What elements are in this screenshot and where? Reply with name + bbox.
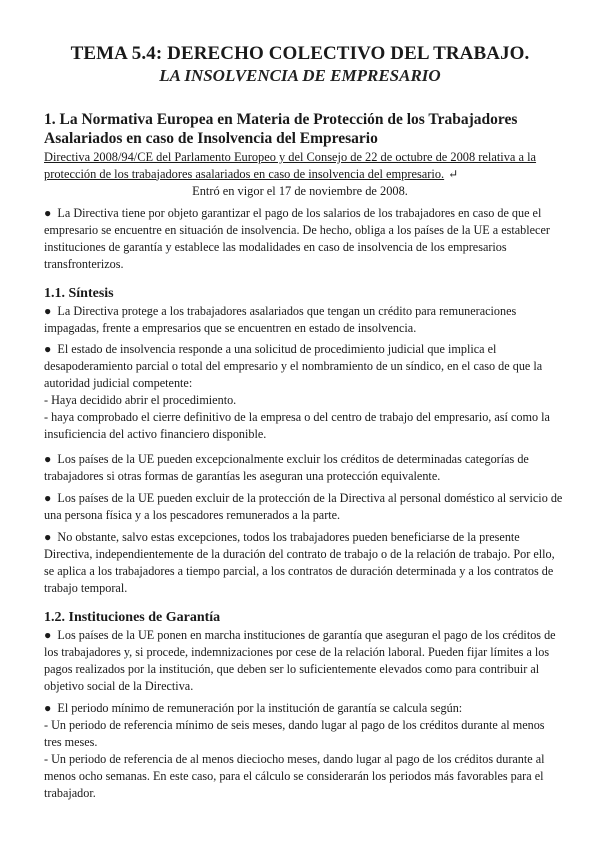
list-item: - Un periodo de referencia de al menos dieciocho meses, dando lugar al pago de los créditos durante al menos ocho semanas. En este caso, para el cálculo se considerarán los periodos más favorables para el trabajador. [44, 752, 545, 800]
list-item: - Haya decidido abrir el procedimiento. [44, 393, 237, 407]
bullet-icon: ● [44, 342, 52, 356]
bullet-icon: ● [44, 206, 52, 220]
paragraph-text: No obstante, salvo estas excepciones, todos los trabajadores pueden beneficiarse de la presente Directiva, independientemente de la duración del contrato de trabajo o de la relación de trabajo. Por ello, se aplica a los trabajadores a tiempo parcial, a los contratos de duración determinada y a los contratos de trabajo temporal. [44, 530, 555, 595]
bullet-icon: ● [44, 701, 52, 715]
section-1-1-heading: 1.1. Síntesis [44, 286, 114, 301]
bullet-icon: ● [44, 491, 52, 505]
page-subtitle: LA INSOLVENCIA DE EMPRESARIO [159, 66, 441, 85]
bullet-icon: ● [44, 628, 52, 642]
bullet-icon: ● [44, 452, 52, 466]
synthesis-paragraph-3 [44, 451, 564, 485]
paragraph-text: Los países de la UE pueden excluir de la protección de la Directiva al personal doméstico al servicio de una persona física y a los pescadores remunerados a la parte. [44, 491, 563, 522]
paragraph-text: La Directiva tiene por objeto garantizar el pago de los salarios de los trabajadores en caso de que el empresario se encuentre en situación de insolvencia. De hecho, obliga a los países de la UE a establecer instituciones de garantía y establece las modalidades en caso de insolvencia de los empresarios transfronterizos. [44, 206, 550, 271]
paragraph-text: Los países de la UE pueden excepcionalmente excluir los créditos de determinadas categorías de trabajadores si otras formas de garantías les aseguran una protección equivalente. [44, 452, 529, 483]
entry-into-force: Entró en vigor el 17 de noviembre de 2008. [192, 184, 408, 198]
synthesis-paragraph-5 [44, 529, 564, 597]
directive-link[interactable] [44, 149, 564, 182]
intro-paragraph [44, 205, 564, 273]
section-1-2-heading: 1.2. Instituciones de Garantía [44, 610, 221, 625]
section-1-heading: 1. La Normativa Europea en Materia de Protección de los Trabajadores Asalariados en caso de Insolvencia del Empresario [44, 111, 518, 147]
synthesis-paragraph-4 [44, 490, 564, 524]
list-item: - haya comprobado el cierre definitivo de la empresa o del centro de trabajo del empresario, así como la insuficiencia del activo financiero disponible. [44, 410, 550, 441]
page-title: TEMA 5.4: DERECHO COLECTIVO DEL TRABAJO. [70, 43, 530, 64]
return-arrow-icon: ↵ [448, 166, 459, 181]
bullet-icon: ● [44, 304, 52, 318]
paragraph-text: El periodo mínimo de remuneración por la institución de garantía se calcula según: [57, 701, 463, 715]
synthesis-paragraph-2 [44, 341, 564, 443]
bullet-icon: ● [44, 530, 52, 544]
synthesis-paragraph-1 [44, 303, 564, 337]
paragraph-text: Los países de la UE ponen en marcha instituciones de garantía que aseguran el pago de los créditos de los trabajadores y, si procede, indemnizaciones por cese de la relación laboral. Pueden fijar límites a los pagos realizados por la institución, que deben ser lo suficientemente elevados como para contribuir al objetivo social de la Directiva. [44, 628, 556, 693]
paragraph-text: El estado de insolvencia responde a una solicitud de procedimiento judicial que implica el desapoderamiento parcial o total del empresario y el nombramiento de un síndico, en el caso de que la autoridad judicial competente: [44, 342, 543, 390]
list-item: - Un periodo de referencia mínimo de seis meses, dando lugar al pago de los créditos durante al menos tres meses. [44, 718, 545, 749]
directive-link-text[interactable]: Directiva 2008/94/CE del Parlamento Europeo y del Consejo de 22 de octubre de 2008 relativa a la protección de los trabajadores asalariados en caso de insolvencia del empresario. [44, 150, 537, 181]
guarantee-paragraph-2 [44, 700, 564, 802]
guarantee-paragraph-1 [44, 627, 564, 695]
paragraph-text: La Directiva protege a los trabajadores asalariados que tengan un crédito para remuneraciones impagadas, frente a empresarios que se encuentren en estado de insolvencia. [44, 304, 517, 335]
